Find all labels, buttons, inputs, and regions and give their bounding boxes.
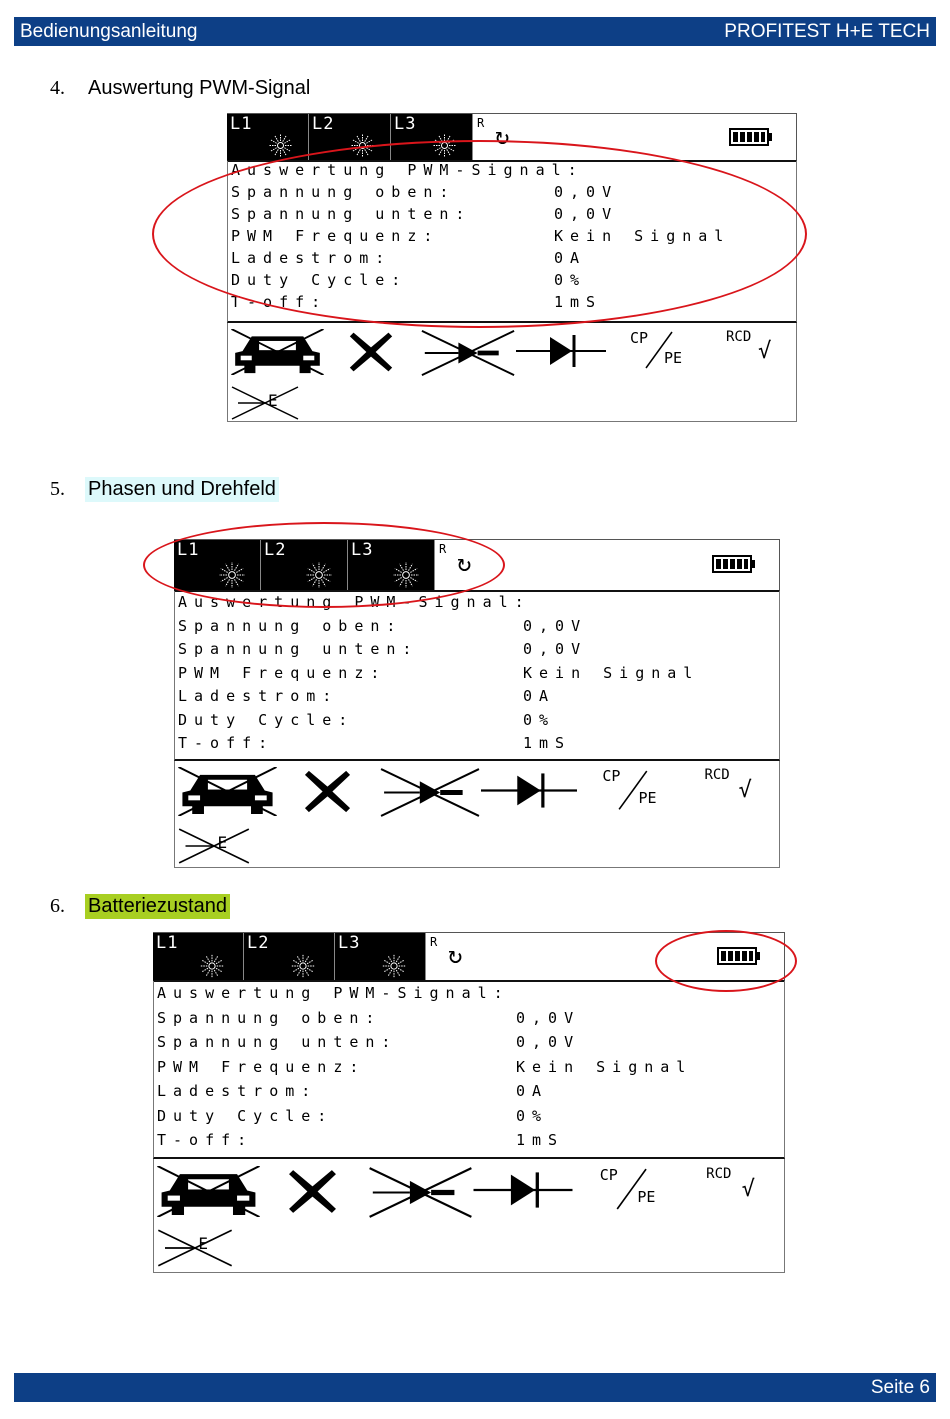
measurement-label: Auswertung PWM-Signal:	[178, 593, 531, 611]
screen-function-icons	[227, 323, 797, 422]
earth-label: E	[268, 391, 278, 410]
screen-function-icons	[174, 761, 780, 868]
section-text: Batteriezustand	[85, 894, 230, 919]
measurement-value: Kein Signal	[516, 1057, 693, 1076]
measurement-label: Spannung oben:	[231, 183, 456, 201]
rcd-label: RCD	[704, 767, 730, 784]
phase-indicator-l2	[244, 933, 335, 980]
measurement-label: Ladestrom:	[157, 1082, 318, 1100]
section-title-6	[50, 894, 230, 919]
phase-indicator-l1	[153, 933, 244, 980]
earth-label: E	[198, 1234, 208, 1254]
diode-icon	[473, 1168, 573, 1216]
refresh-icon: ↻	[448, 941, 463, 970]
measurement-value: 0,0V	[523, 640, 588, 658]
measurement-label: T-off:	[178, 734, 275, 752]
phase-label: L2	[264, 540, 287, 560]
section-title-4	[50, 76, 313, 101]
battery-icon	[729, 127, 773, 151]
highlight-ellipse-phases	[143, 522, 505, 608]
section-text: Auswertung PWM-Signal	[88, 77, 311, 99]
phase-label: L3	[394, 114, 417, 134]
page-number: Seite 6	[870, 1376, 930, 1398]
section-number: 4.	[50, 77, 65, 99]
measurement-value: 1mS	[516, 1131, 565, 1149]
measurement-label: Spannung unten:	[178, 640, 419, 658]
cp-pe-icon	[602, 767, 668, 814]
phase-label: L1	[177, 540, 200, 560]
highlight-ellipse-values	[152, 140, 807, 328]
measurement-value: 0A	[554, 249, 587, 267]
earth-label: E	[217, 833, 228, 853]
pe-label: PE	[638, 788, 657, 807]
earth-crossed-icon	[230, 385, 300, 425]
measurement-label: Duty Cycle:	[157, 1106, 334, 1125]
measurement-value: 0,0V	[554, 205, 619, 223]
measurement-value: 0,0V	[516, 1008, 581, 1027]
measurement-value: 1mS	[523, 734, 572, 752]
sun-icon	[199, 953, 225, 983]
cp-label: CP	[599, 1165, 618, 1184]
measurement-label: Spannung unten:	[157, 1033, 398, 1051]
phase-label: L1	[230, 114, 253, 134]
measurement-label: PWM Frequenz:	[231, 227, 440, 245]
rotation-r-label: R	[439, 542, 447, 556]
measurement-value: Kein Signal	[554, 227, 731, 245]
cp-label: CP	[630, 329, 649, 347]
header-right: PROFITEST H+E TECH	[724, 20, 930, 42]
highlight-ellipse-battery	[655, 930, 797, 992]
x-icon	[348, 329, 394, 379]
measurement-value: 0%	[554, 271, 587, 289]
screen-measurement-list	[174, 591, 780, 761]
section-text: Phasen und Drehfeld	[85, 477, 279, 502]
plug-crossed-icon	[377, 767, 483, 822]
phase-label: L2	[247, 933, 270, 953]
earth-crossed-icon	[177, 827, 251, 869]
sun-icon	[290, 953, 316, 983]
measurement-value: 0A	[523, 687, 556, 705]
plug-crossed-icon	[365, 1166, 476, 1223]
check-icon: √	[758, 339, 772, 364]
measurement-label: T-off:	[231, 293, 328, 311]
screen-function-icons	[153, 1159, 785, 1273]
measurement-label: Duty Cycle:	[178, 710, 355, 729]
measurement-label: Spannung oben:	[178, 616, 403, 635]
cp-label: CP	[602, 767, 621, 786]
measurement-value: 0,0V	[523, 616, 588, 635]
measurement-value: 0,0V	[554, 183, 619, 201]
page-header	[14, 17, 936, 46]
rcd-label: RCD	[706, 1165, 732, 1182]
measurement-label: T-off:	[157, 1131, 254, 1149]
section-number: 5.	[50, 478, 65, 500]
measurement-label: PWM Frequenz:	[157, 1057, 366, 1076]
measurement-value: 0%	[516, 1106, 549, 1125]
diode-icon	[516, 331, 606, 375]
pe-label: PE	[637, 1187, 656, 1206]
car-crossed-icon	[177, 767, 278, 820]
section-number: 6.	[50, 895, 65, 917]
measurement-label: Spannung oben:	[157, 1008, 382, 1027]
phase-indicator-l3	[335, 933, 426, 980]
rcd-label: RCD	[726, 329, 752, 345]
x-icon	[303, 767, 352, 820]
measurement-value: 1mS	[554, 293, 603, 311]
measurement-label: PWM Frequenz:	[178, 663, 387, 682]
phase-indicator-l1	[227, 114, 309, 160]
measurement-label: Auswertung PWM-Signal:	[157, 984, 510, 1002]
refresh-icon: ↻	[457, 549, 472, 577]
header-left: Bedienungsanleitung	[20, 20, 198, 42]
screen-measurement-list	[153, 981, 785, 1159]
car-crossed-icon	[156, 1166, 261, 1221]
measurement-value: Kein Signal	[523, 663, 700, 682]
rotation-r-label: R	[430, 935, 438, 949]
plug-crossed-icon	[418, 329, 518, 381]
earth-crossed-icon	[156, 1228, 234, 1272]
sun-icon	[381, 953, 407, 983]
measurement-label: Auswertung PWM-Signal:	[231, 161, 584, 179]
measurement-label: Duty Cycle:	[231, 271, 408, 289]
pe-label: PE	[664, 349, 683, 367]
x-icon	[287, 1166, 338, 1221]
measurement-label: Ladestrom:	[178, 687, 339, 705]
check-icon: √	[738, 778, 752, 803]
phase-label: L3	[351, 540, 374, 560]
cp-pe-icon	[630, 329, 692, 373]
car-crossed-icon	[230, 329, 325, 379]
section-title-5	[50, 477, 279, 502]
measurement-value: 0,0V	[516, 1033, 581, 1051]
refresh-icon: ↻	[495, 122, 510, 151]
measurement-label: Spannung unten:	[231, 205, 472, 223]
measurement-value: 0A	[516, 1082, 549, 1100]
measurement-label: Ladestrom:	[231, 249, 392, 267]
diode-icon	[481, 769, 577, 816]
cp-pe-icon	[600, 1166, 669, 1215]
page-footer	[14, 1373, 936, 1402]
check-icon: √	[741, 1176, 755, 1202]
battery-icon	[712, 554, 756, 578]
rotation-r-label: R	[477, 116, 485, 130]
phase-label: L1	[156, 933, 179, 953]
phase-label: L3	[338, 933, 361, 953]
phase-label: L2	[312, 114, 335, 134]
measurement-value: 0%	[523, 710, 556, 729]
